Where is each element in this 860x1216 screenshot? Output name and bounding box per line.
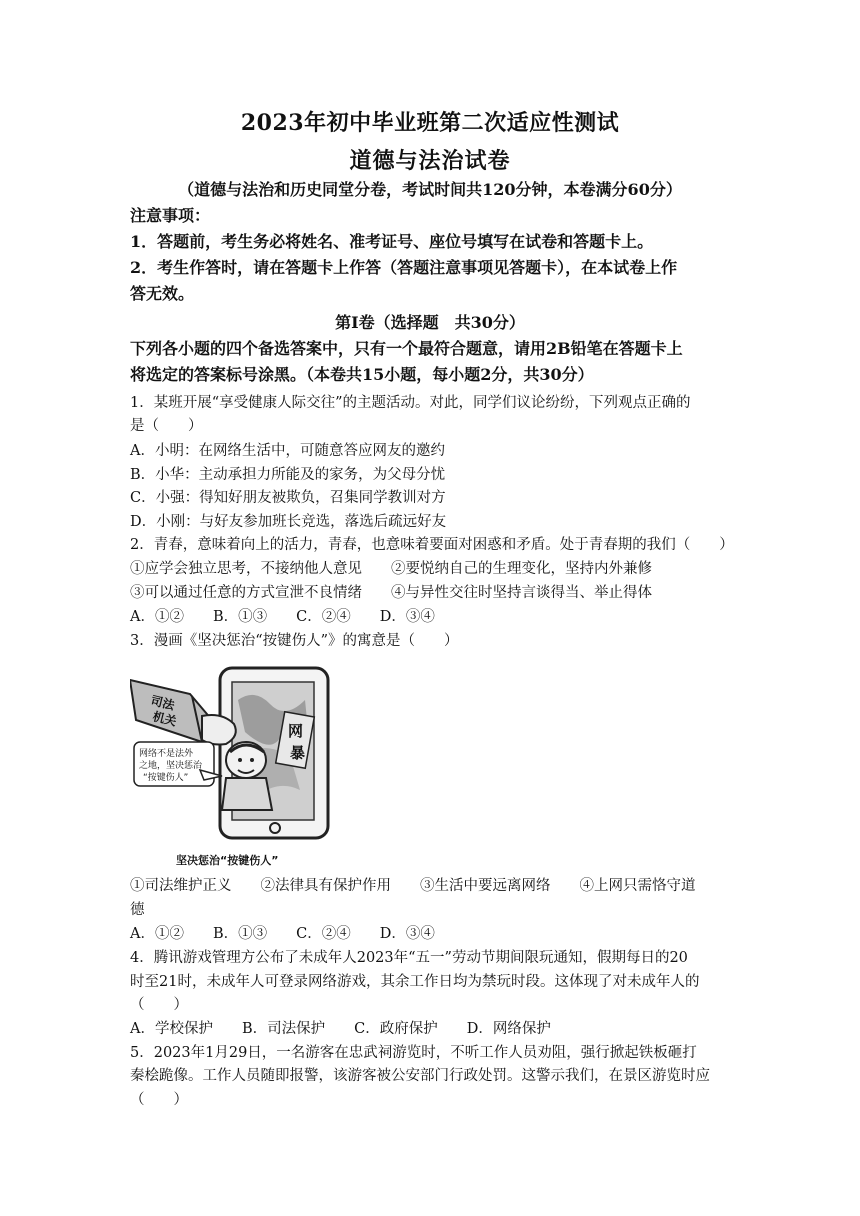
- notes-heading: 注意事项：: [130, 206, 211, 225]
- exam-subtitle: 道德与法治试卷: [349, 148, 511, 174]
- section-title: 第Ⅰ卷（选择题 共30分）: [335, 313, 525, 332]
- q1-option-b: B．小华：主动承担力所能及的家务，为父母分忧: [130, 467, 446, 483]
- q1-stem-line-2: 是（ ）: [130, 418, 203, 434]
- bubble-text-2: 之地，坚决惩治: [139, 761, 203, 771]
- q4-stem-line-3: （ ）: [130, 997, 188, 1013]
- exam-info: （道德与法治和历史同堂分卷，考试时间共120分钟，本卷满分60分）: [178, 180, 682, 199]
- notes-item-2-line-2: 答无效。: [130, 284, 195, 303]
- cartoon-label-judicial-2: 机关: [151, 709, 178, 729]
- q2-statement-line-2: ③可以通过任意的方式宣泄不良情绪 ④与异性交往时坚持言谈得当、举止得体: [130, 585, 652, 601]
- cartoon-label-cyber-2: 暴: [290, 744, 306, 762]
- cartoon-label-judicial-1: 司法: [149, 693, 176, 713]
- notes-item-2-line-1: 2．考生作答时，请在答题卡上作答（答题注意事项见答题卡），在本试卷上作: [130, 258, 678, 277]
- q5-stem-line-1: 5．2023年1月29日，一名游客在忠武祠游览时，不听工作人员劝阻，强行掀起铁板砸打: [130, 1045, 697, 1061]
- cartoon-caption: 坚决惩治“按键伤人”: [176, 854, 279, 867]
- q3-statement-line-1: ①司法维护正义 ②法律具有保护作用 ③生活中要远离网络 ④上网只需恪守道: [130, 878, 696, 894]
- q3-statement-line-2: 德: [130, 902, 145, 918]
- q4-stem-line-1: 4．腾讯游戏管理方公布了未成年人2023年“五一”劳动节期间限玩通知，假期每日的20: [130, 950, 688, 966]
- q1-stem-line-1: 1．某班开展“享受健康人际交往”的主题活动。对此，同学们议论纷纷，下列观点正确的: [130, 395, 691, 411]
- section-instruction-line-2: 将选定的答案标号涂黑。（本卷共15小题，每小题2分，共30分）: [130, 365, 594, 384]
- q4-options: A．学校保护 B．司法保护 C．政府保护 D．网络保护: [130, 1021, 551, 1037]
- bubble-text-1: 网络不是法外: [139, 749, 194, 759]
- bubble-text-3: “按键伤人”: [143, 773, 189, 783]
- q5-stem-line-2: 秦桧跪像。工作人员随即报警，该游客被公安部门行政处罚。这警示我们，在景区游览时应: [130, 1068, 710, 1084]
- exam-title: 2023年初中毕业班第二次适应性测试: [240, 110, 620, 136]
- cartoon-image: [130, 660, 340, 870]
- q3-stem: 3．漫画《坚决惩治“按键伤人”》的寓意是（ ）: [130, 633, 459, 649]
- q1-option-a: A．小明：在网络生活中，可随意答应网友的邀约: [130, 443, 445, 459]
- q4-stem-line-2: 时至21时，未成年人可登录网络游戏，其余工作日均为禁玩时段。这体现了对未成年人的: [130, 974, 700, 990]
- section-instruction-line-1: 下列各小题的四个备选答案中，只有一个最符合题意，请用2B铅笔在答题卡上: [130, 339, 683, 358]
- cartoon-label-cyber-1: 网: [288, 722, 304, 740]
- q2-options: A．①② B．①③ C．②④ D．③④: [130, 609, 435, 625]
- notes-item-1: 1．答题前，考生务必将姓名、准考证号、座位号填写在试卷和答题卡上。: [130, 232, 654, 251]
- q2-stem-line-1: 2．青春，意味着向上的活力，青春，也意味着要面对困惑和矛盾。处于青春期的我们（ ）: [130, 537, 734, 553]
- q2-statement-line-1: ①应学会独立思考，不接纳他人意见 ②要悦纳自己的生理变化，坚持内外兼修: [130, 561, 652, 577]
- q3-options: A．①② B．①③ C．②④ D．③④: [130, 926, 435, 942]
- q1-option-d: D．小刚：与好友参加班长竞选，落选后疏远好友: [130, 514, 447, 530]
- q5-stem-line-3: （ ）: [130, 1092, 188, 1108]
- q1-option-c: C．小强：得知好朋友被欺负，召集同学教训对方: [130, 490, 446, 506]
